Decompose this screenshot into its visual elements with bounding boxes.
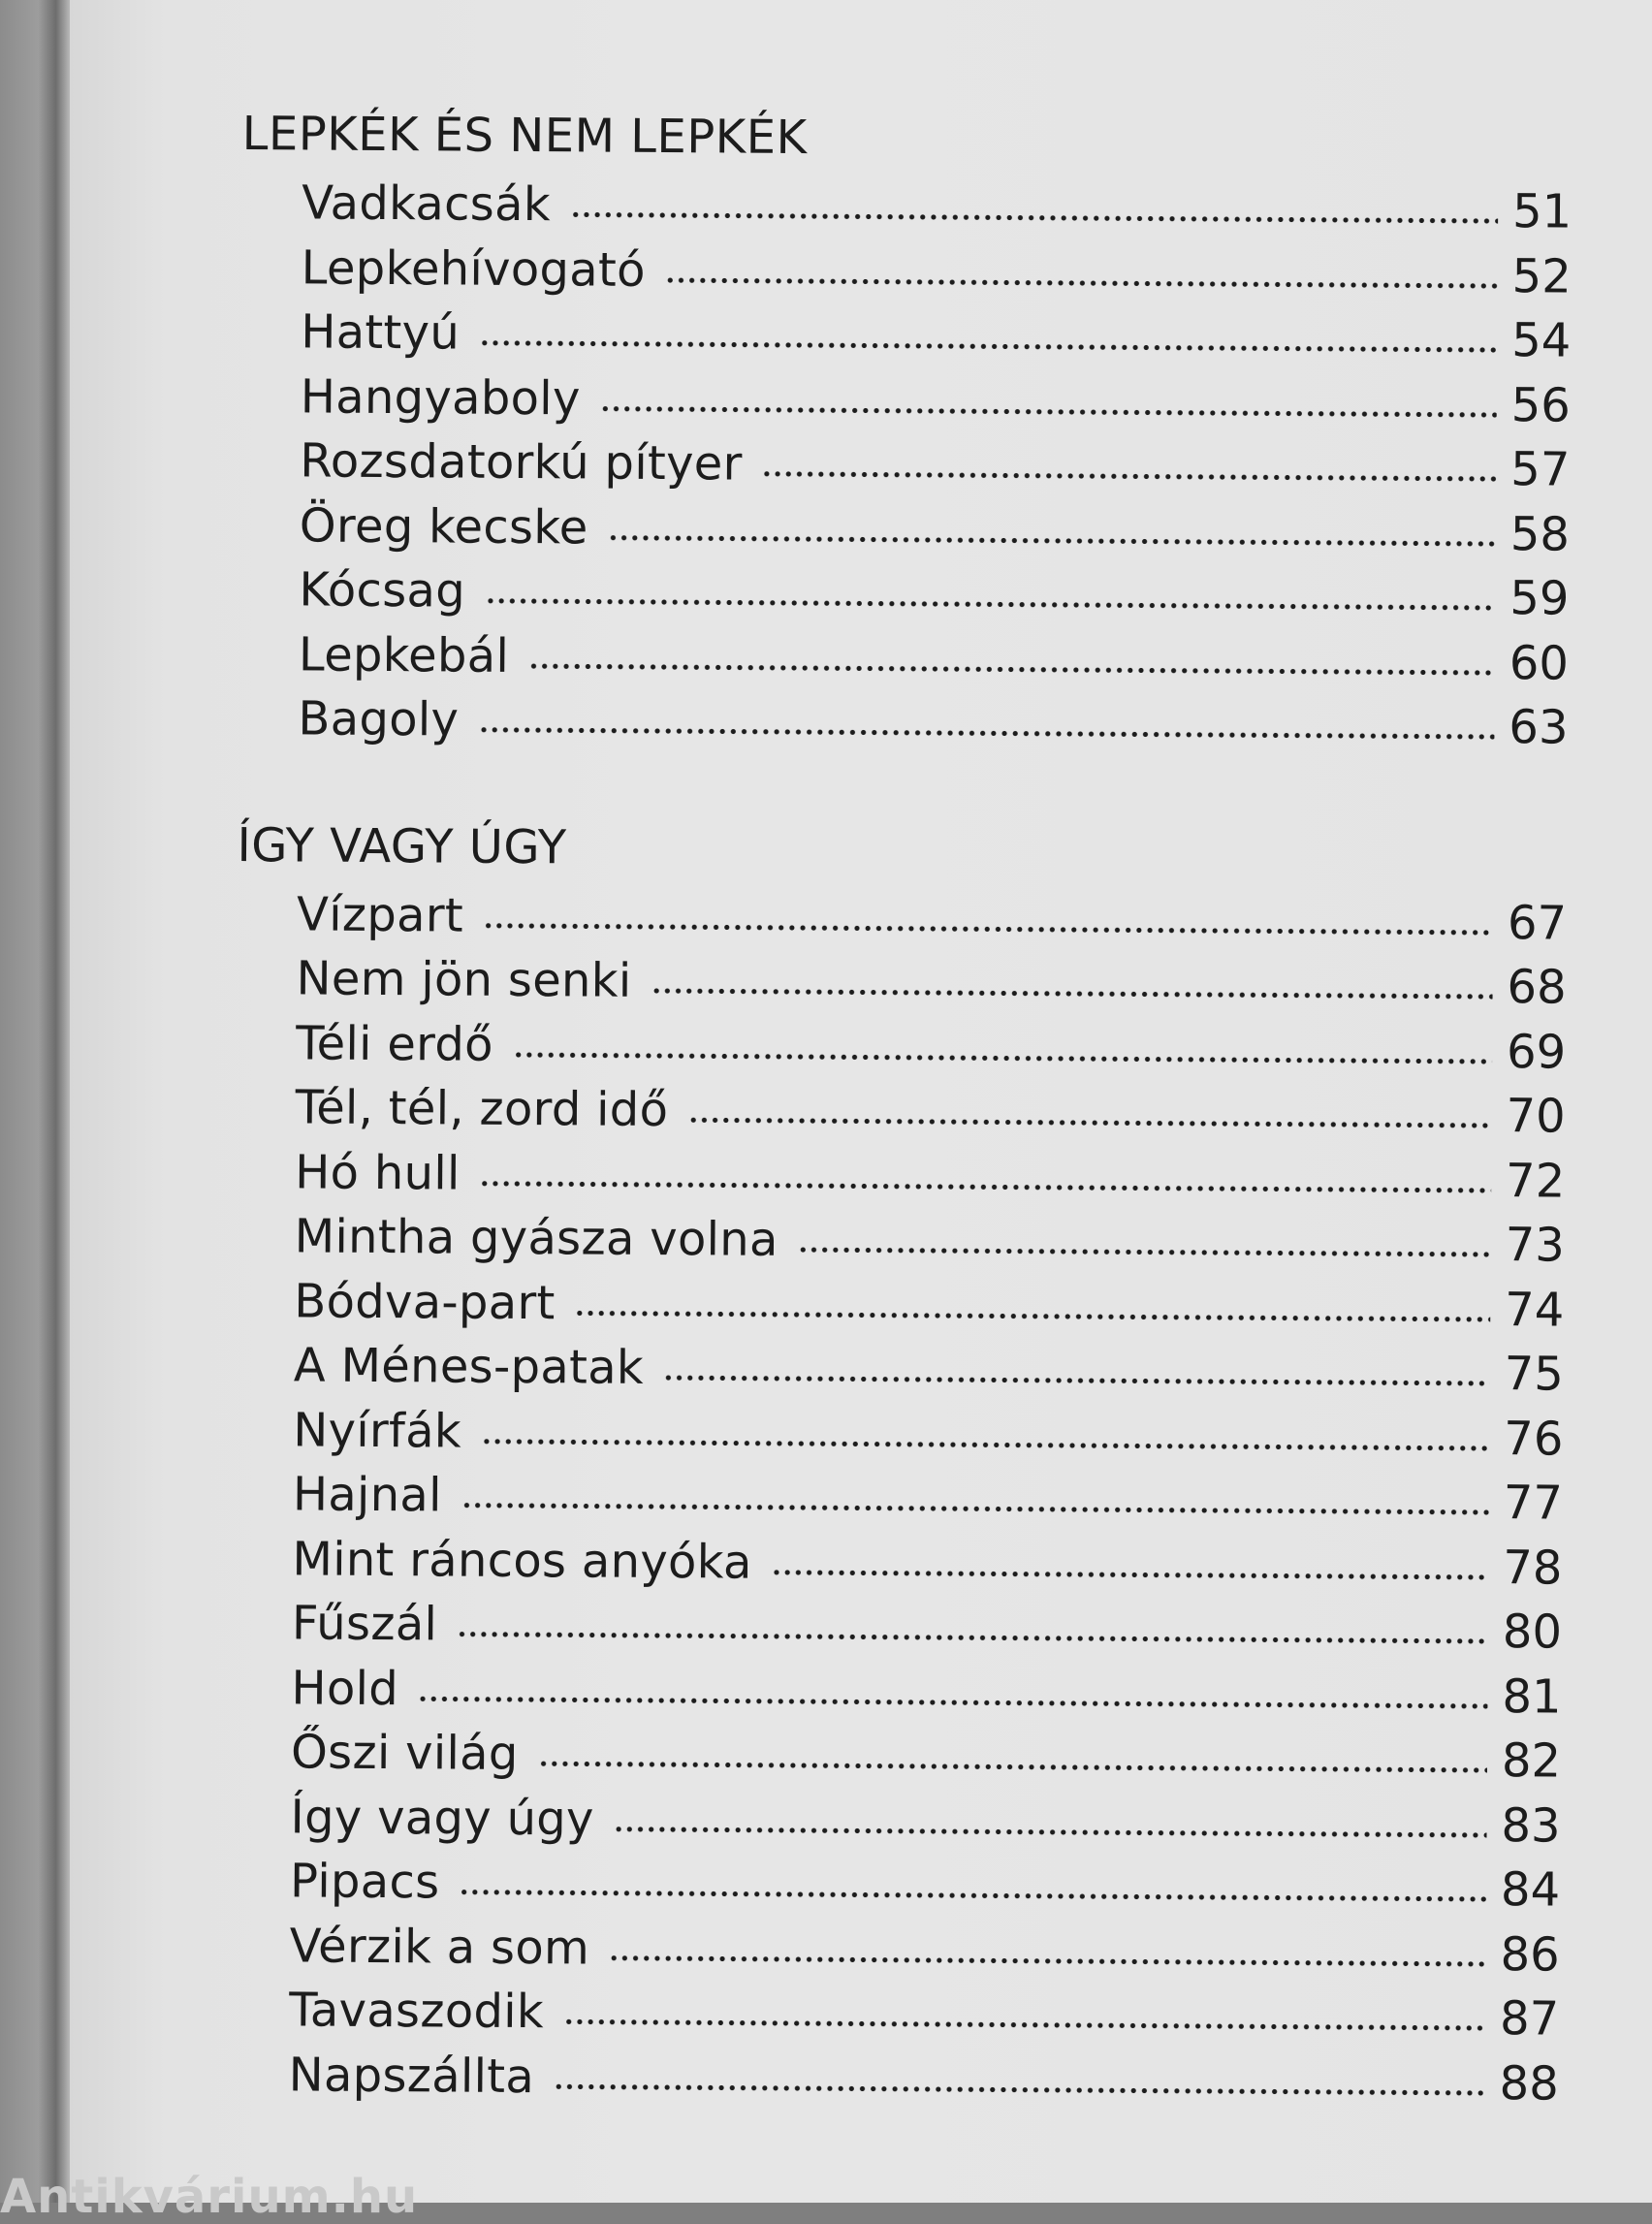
page-number: 82 bbox=[1501, 1733, 1562, 1789]
entry-title: Lepkehívogató bbox=[301, 239, 646, 298]
toc-entry bbox=[299, 557, 1569, 631]
entry-title: Mintha gyásza volna bbox=[294, 1209, 778, 1267]
toc-entry bbox=[295, 1140, 1565, 1214]
entry-title: Hó hull bbox=[295, 1144, 461, 1201]
entry-title: Öreg kecske bbox=[299, 497, 588, 555]
dot-leader bbox=[609, 1953, 1486, 1968]
page-number: 86 bbox=[1500, 1926, 1560, 1983]
dot-leader bbox=[483, 920, 1493, 937]
entry-title: Bódva-part bbox=[294, 1273, 556, 1330]
page-spine-edge bbox=[0, 0, 70, 2203]
entry-title: Mint ráncos anyóka bbox=[292, 1531, 752, 1590]
page-number: 58 bbox=[1509, 506, 1571, 562]
entry-title: Hajnal bbox=[292, 1467, 442, 1523]
entry-title: Bagoly bbox=[298, 691, 460, 747]
page-number: 83 bbox=[1501, 1797, 1561, 1854]
table-of-contents bbox=[229, 97, 1580, 2116]
toc-entry bbox=[299, 622, 1569, 696]
entry-title: Kócsag bbox=[299, 562, 466, 619]
page-number: 54 bbox=[1511, 313, 1572, 368]
page-number: 68 bbox=[1507, 960, 1567, 1015]
entry-title: Tél, tél, zord idő bbox=[295, 1080, 669, 1138]
dot-leader bbox=[513, 1049, 1492, 1065]
toc-entry bbox=[302, 171, 1572, 244]
toc-entry bbox=[291, 1656, 1561, 1730]
section-title: ÍGY VAGY ÚGY bbox=[237, 817, 567, 874]
toc-entry bbox=[291, 1720, 1561, 1794]
toc-entry bbox=[301, 365, 1571, 438]
page-number: 75 bbox=[1504, 1347, 1565, 1402]
toc-entry bbox=[293, 1462, 1563, 1536]
toc-entry bbox=[294, 1269, 1564, 1343]
dot-leader bbox=[481, 1436, 1489, 1452]
dot-leader bbox=[665, 275, 1498, 291]
dot-leader bbox=[538, 1759, 1487, 1775]
entry-title: Vérzik a som bbox=[289, 1918, 590, 1976]
toc-entry bbox=[298, 686, 1568, 760]
toc-entry bbox=[296, 1011, 1566, 1085]
page-number: 77 bbox=[1503, 1476, 1564, 1531]
dot-leader bbox=[459, 1888, 1486, 1904]
entry-title: A Ménes-patak bbox=[293, 1338, 645, 1395]
entry-title: Nem jön senki bbox=[296, 951, 632, 1008]
toc-entry bbox=[290, 1849, 1560, 1922]
page-number: 56 bbox=[1510, 377, 1572, 433]
page-number: 52 bbox=[1511, 248, 1572, 304]
entry-title: Hattyú bbox=[301, 304, 461, 361]
page-number: 87 bbox=[1499, 1991, 1560, 2047]
toc-entry bbox=[295, 1075, 1565, 1149]
toc-entry bbox=[289, 1978, 1559, 2051]
entry-title: Vadkacsák bbox=[302, 175, 552, 233]
toc-entry bbox=[296, 946, 1566, 1020]
entry-title: Hold bbox=[291, 1660, 399, 1716]
page-number: 60 bbox=[1509, 635, 1570, 691]
page-number: 81 bbox=[1502, 1668, 1562, 1725]
toc-entry bbox=[294, 1333, 1564, 1407]
dot-leader bbox=[554, 2081, 1485, 2098]
entry-title: Fűszál bbox=[291, 1596, 438, 1652]
toc-entry bbox=[301, 300, 1571, 373]
dot-leader bbox=[478, 725, 1494, 742]
watermark: Antikvárium.hu bbox=[0, 2170, 419, 2224]
toc-section bbox=[238, 97, 1580, 760]
entry-title: Nyírfák bbox=[293, 1402, 462, 1459]
toc-entry bbox=[290, 1785, 1560, 1859]
dot-leader bbox=[485, 596, 1495, 613]
toc-entry bbox=[293, 1398, 1563, 1472]
dot-leader bbox=[663, 1373, 1490, 1388]
entry-title: Hangyaboly bbox=[300, 368, 581, 426]
dot-leader bbox=[607, 532, 1495, 548]
page-number: 67 bbox=[1507, 895, 1568, 951]
toc-entry bbox=[302, 236, 1572, 309]
dot-leader bbox=[798, 1245, 1491, 1259]
page-number: 57 bbox=[1510, 442, 1571, 497]
toc-entry bbox=[289, 2043, 1559, 2116]
dot-leader bbox=[570, 209, 1498, 226]
page-number: 59 bbox=[1509, 571, 1570, 626]
dot-leader bbox=[418, 1694, 1488, 1711]
toc-entry bbox=[297, 882, 1567, 956]
page-number: 84 bbox=[1500, 1862, 1561, 1918]
entry-title: Így vagy úgy bbox=[290, 1789, 594, 1847]
page-number: 69 bbox=[1506, 1024, 1567, 1080]
toc-entry bbox=[292, 1591, 1562, 1665]
dot-leader bbox=[528, 661, 1495, 678]
toc-entry bbox=[300, 493, 1570, 567]
entry-title: Rozsdatorkú pítyer bbox=[300, 433, 743, 492]
dot-leader bbox=[575, 1308, 1491, 1324]
dot-leader bbox=[479, 338, 1497, 355]
entry-title: Vízpart bbox=[296, 886, 464, 943]
dot-leader bbox=[762, 469, 1497, 484]
page-number: 78 bbox=[1503, 1540, 1563, 1596]
dot-leader bbox=[461, 1501, 1489, 1517]
entry-title: Napszállta bbox=[288, 2047, 535, 2104]
page-number: 74 bbox=[1505, 1282, 1565, 1338]
page-number: 63 bbox=[1509, 700, 1569, 755]
toc-section bbox=[229, 808, 1575, 2115]
page-number: 51 bbox=[1511, 184, 1573, 239]
page-number: 70 bbox=[1506, 1089, 1566, 1144]
toc-entry bbox=[295, 1204, 1565, 1278]
toc-entry bbox=[289, 1914, 1559, 1987]
page-number: 73 bbox=[1505, 1218, 1565, 1273]
page-number: 72 bbox=[1505, 1153, 1566, 1209]
dot-leader bbox=[457, 1630, 1488, 1646]
dot-leader bbox=[563, 2017, 1485, 2033]
dot-leader bbox=[772, 1567, 1489, 1581]
page-number: 76 bbox=[1504, 1411, 1564, 1467]
toc-entry bbox=[300, 429, 1570, 502]
entry-title: Téli erdő bbox=[295, 1015, 493, 1072]
section-title: LEPKÉK ÉS NEM LEPKÉK bbox=[241, 106, 808, 166]
dot-leader bbox=[479, 1178, 1491, 1194]
page-number: 80 bbox=[1502, 1604, 1563, 1660]
entry-title: Őszi világ bbox=[290, 1725, 519, 1782]
dot-leader bbox=[600, 403, 1497, 419]
entry-title: Pipacs bbox=[289, 1854, 440, 1910]
entry-title: Lepkebál bbox=[298, 626, 510, 683]
toc-entry bbox=[292, 1527, 1562, 1601]
entry-title: Tavaszodik bbox=[289, 1983, 545, 2040]
page-number: 88 bbox=[1499, 2055, 1559, 2112]
dot-leader bbox=[614, 1824, 1487, 1839]
dot-leader bbox=[651, 986, 1492, 1001]
dot-leader bbox=[687, 1115, 1492, 1130]
